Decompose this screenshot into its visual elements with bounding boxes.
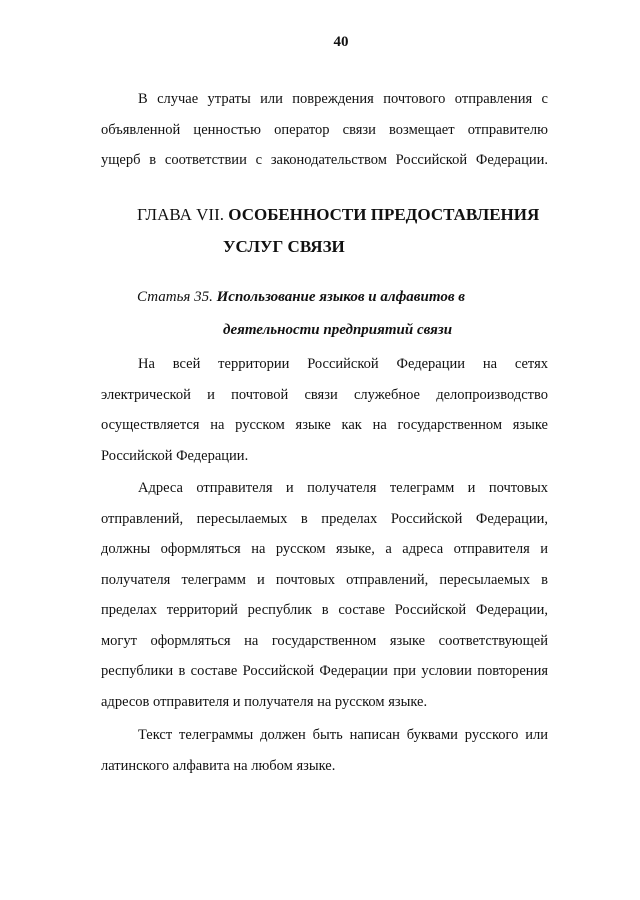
text-line: отправлений, пересылаемых в пределах Российской Федерации, — [101, 510, 548, 527]
text-line: На всей территории Российской Федерации на сетях — [138, 356, 548, 372]
article-title: Использование языков и алфавитов в — [216, 289, 465, 305]
article-title-continued: деятельности предприятий связи — [223, 322, 453, 338]
paragraph-addresses — [101, 473, 548, 717]
text-line: В случае утраты или повреждения почтового отправления с — [138, 91, 548, 107]
text-line: ущерб в соответствии с законодательством Российской Федерации. — [101, 152, 548, 168]
article-heading — [137, 281, 465, 347]
chapter-number: ГЛАВА VII. — [137, 205, 225, 224]
text-line: Российской Федерации. — [101, 447, 249, 464]
text-line: адресов отправителя и получателя на русском языке. — [101, 693, 428, 710]
paragraph-russian-language — [101, 349, 548, 471]
text-line: Адреса отправителя и получателя телеграмм и почтовых — [138, 480, 548, 496]
chapter-heading — [137, 199, 539, 263]
text-line: должны оформляться на русском языке, а адреса отправителя и — [101, 541, 548, 557]
page-number: 40 — [333, 34, 349, 50]
text-line: могут оформляться на государственном языке соответствующей — [101, 632, 548, 649]
text-line: Текст телеграммы должен быть написан буквами русского или — [138, 727, 548, 743]
paragraph-loss-compensation — [101, 84, 548, 176]
text-line: объявленной ценностью оператор связи возмещает отправителю — [101, 121, 548, 138]
text-line: получателя телеграмм и почтовых отправлений, пересылаемых в — [101, 571, 548, 588]
chapter-title: ОСОБЕННОСТИ ПРЕДОСТАВЛЕНИЯ — [228, 205, 540, 224]
chapter-title-continued: УСЛУГ СВЯЗИ — [223, 237, 345, 256]
article-number: Статья 35. — [137, 289, 213, 305]
text-line: электрической и почтовой связи служебное делопроизводство — [101, 386, 548, 403]
paragraph-telegram-text — [101, 720, 548, 781]
text-line: осуществляется на русском языке как на государственном языке — [101, 417, 548, 433]
text-line: латинского алфавита на любом языке. — [101, 757, 336, 774]
text-line: республики в составе Российской Федерации при условии повторения — [101, 663, 548, 679]
text-line: пределах территорий республик в составе Российской Федерации, — [101, 602, 548, 618]
